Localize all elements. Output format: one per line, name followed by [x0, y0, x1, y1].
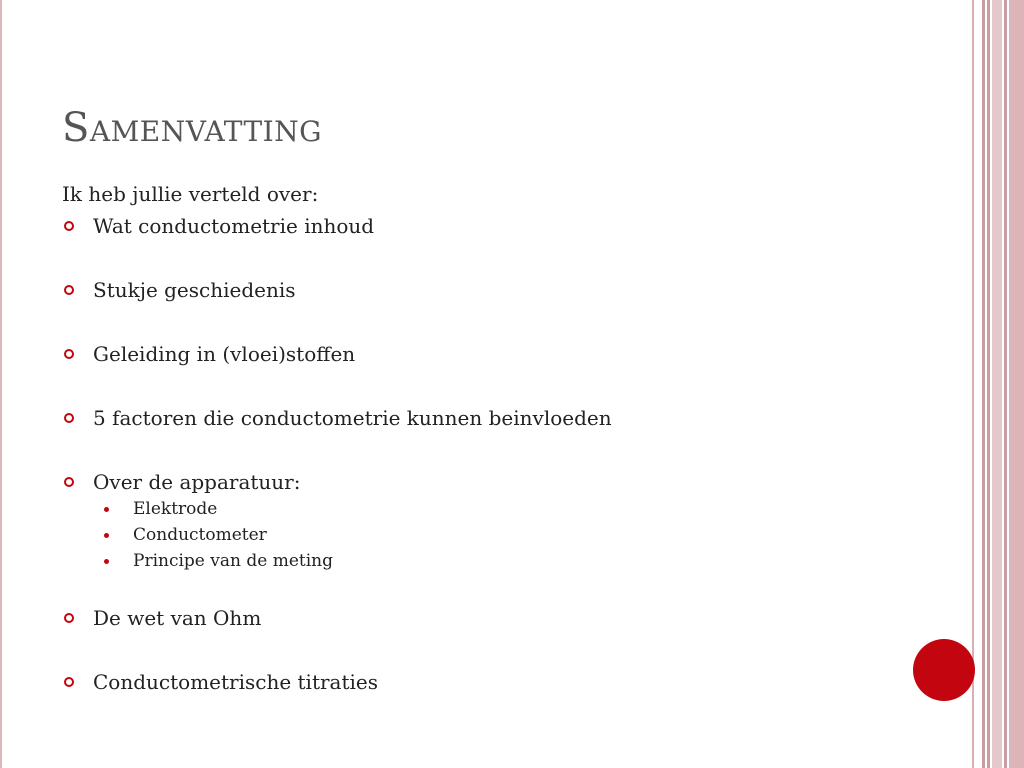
- bullet-text: Geleiding in (vloei)stoffen: [93, 342, 356, 366]
- bullet-item: [62, 668, 912, 696]
- sub-bullet-item: [93, 548, 912, 574]
- bullet-item: [62, 340, 912, 368]
- border-stripe: [1004, 0, 1007, 768]
- dot-bullet-icon: [104, 559, 109, 564]
- right-border-stripes: [972, 0, 1024, 768]
- bullet-text: Conductometrische titraties: [93, 670, 379, 694]
- border-stripe: [1009, 0, 1024, 768]
- bullet-list: [62, 212, 912, 696]
- sub-bullet-text: Principe van de meting: [133, 551, 333, 571]
- bullet-text: De wet van Ohm: [93, 606, 262, 630]
- ring-bullet-icon: [64, 477, 74, 487]
- bullet-item: [62, 212, 912, 240]
- ring-bullet-icon: [64, 413, 74, 423]
- bullet-item: [62, 276, 912, 304]
- slide-content: [62, 180, 912, 732]
- ring-bullet-icon: [64, 285, 74, 295]
- bullet-item: [62, 468, 912, 574]
- bullet-item: [62, 604, 912, 632]
- slide-title: Samenvatting: [62, 105, 323, 151]
- bullet-item: [62, 404, 912, 432]
- border-stripe: [987, 0, 990, 768]
- border-stripe: [982, 0, 985, 768]
- sub-bullet-text: Elektrode: [133, 499, 218, 519]
- ring-bullet-icon: [64, 349, 74, 359]
- bullet-text: Stukje geschiedenis: [93, 278, 296, 302]
- sub-bullet-text: Conductometer: [133, 525, 267, 545]
- bullet-text: Wat conductometrie inhoud: [93, 214, 375, 238]
- bullet-text: Over de apparatuur:: [93, 470, 301, 494]
- border-stripe: [992, 0, 1002, 768]
- accent-circle: [913, 639, 975, 701]
- dot-bullet-icon: [104, 533, 109, 538]
- ring-bullet-icon: [64, 613, 74, 623]
- dot-bullet-icon: [104, 507, 109, 512]
- ring-bullet-icon: [64, 221, 74, 231]
- sub-bullet-item: [93, 522, 912, 548]
- left-border: [0, 0, 12, 768]
- intro-text: Ik heb jullie verteld over:: [62, 182, 319, 206]
- sub-bullet-item: [93, 496, 912, 522]
- sub-bullet-list: [93, 496, 912, 574]
- bullet-text: 5 factoren die conductometrie kunnen beinvloeden: [93, 406, 612, 430]
- border-stripe: [972, 0, 974, 768]
- ring-bullet-icon: [64, 677, 74, 687]
